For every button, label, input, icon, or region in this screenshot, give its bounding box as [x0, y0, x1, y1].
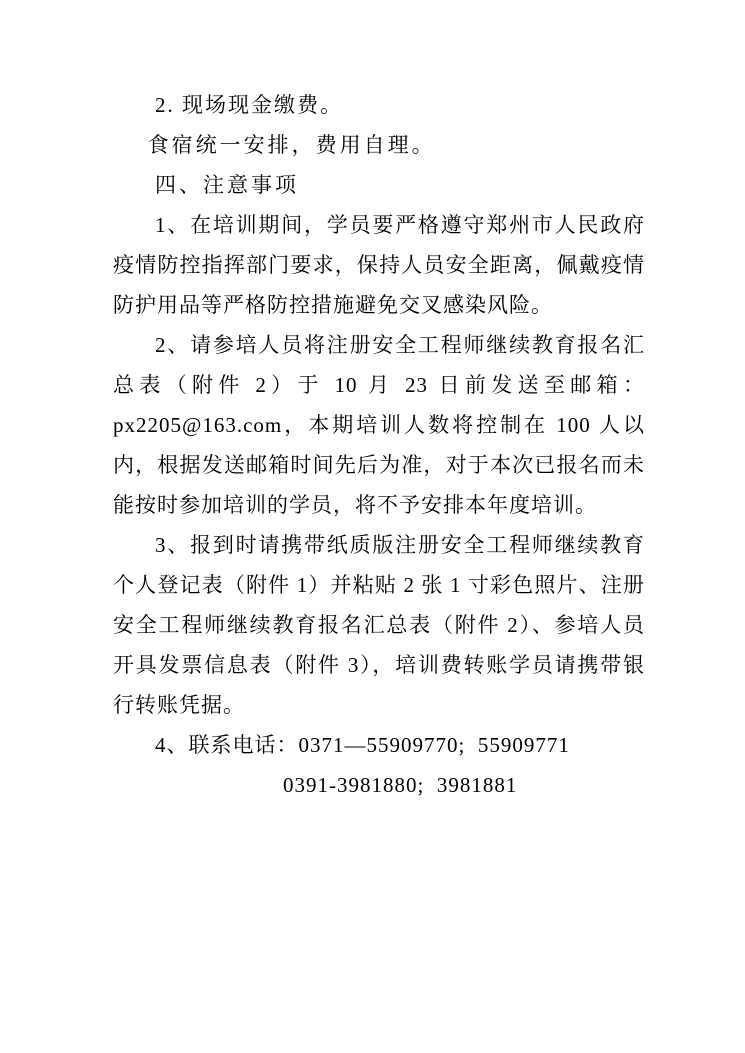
- lodging-note: 食宿统一安排，费用自理。: [147, 133, 436, 157]
- payment-method-item: 2. 现场现金缴费。: [155, 93, 343, 117]
- note-item-1: 1、在培训期间，学员要严格遵守郑州市人民政府疫情防控指挥部门要求，保持人员安全距离，佩戴疫情防护用品等严格防控措施避免交叉感染风险。: [113, 213, 645, 317]
- note-item-2: 2、请参培人员将注册安全工程师继续教育报名汇总表（附件 2）于 10 月 23 日前发送至邮箱： px2205@163.com，本期培训人数将控制在 100 人以内，根据发送邮箱时间先后为准，对于本次已报名而未能按时参加培训的学员，将不予安排本年度培训。: [113, 333, 645, 517]
- section-heading-precautions: 四、注意事项: [155, 173, 299, 197]
- note-item-3: 3、报到时请携带纸质版注册安全工程师继续教育个人登记表（附件 1）并粘贴 2 张 1 寸彩色照片、注册安全工程师继续教育报名汇总表（附件 2）、参培人员开具发票信息表（附件 3），培训费转账学员请携带银行转账凭据。: [113, 533, 645, 717]
- contact-phone-line-2: 0391-3981880; 3981881: [283, 773, 518, 797]
- contact-phone-line-1: 4、联系电话：0371—55909770; 55909771: [155, 733, 570, 757]
- document-content: [113, 85, 645, 805]
